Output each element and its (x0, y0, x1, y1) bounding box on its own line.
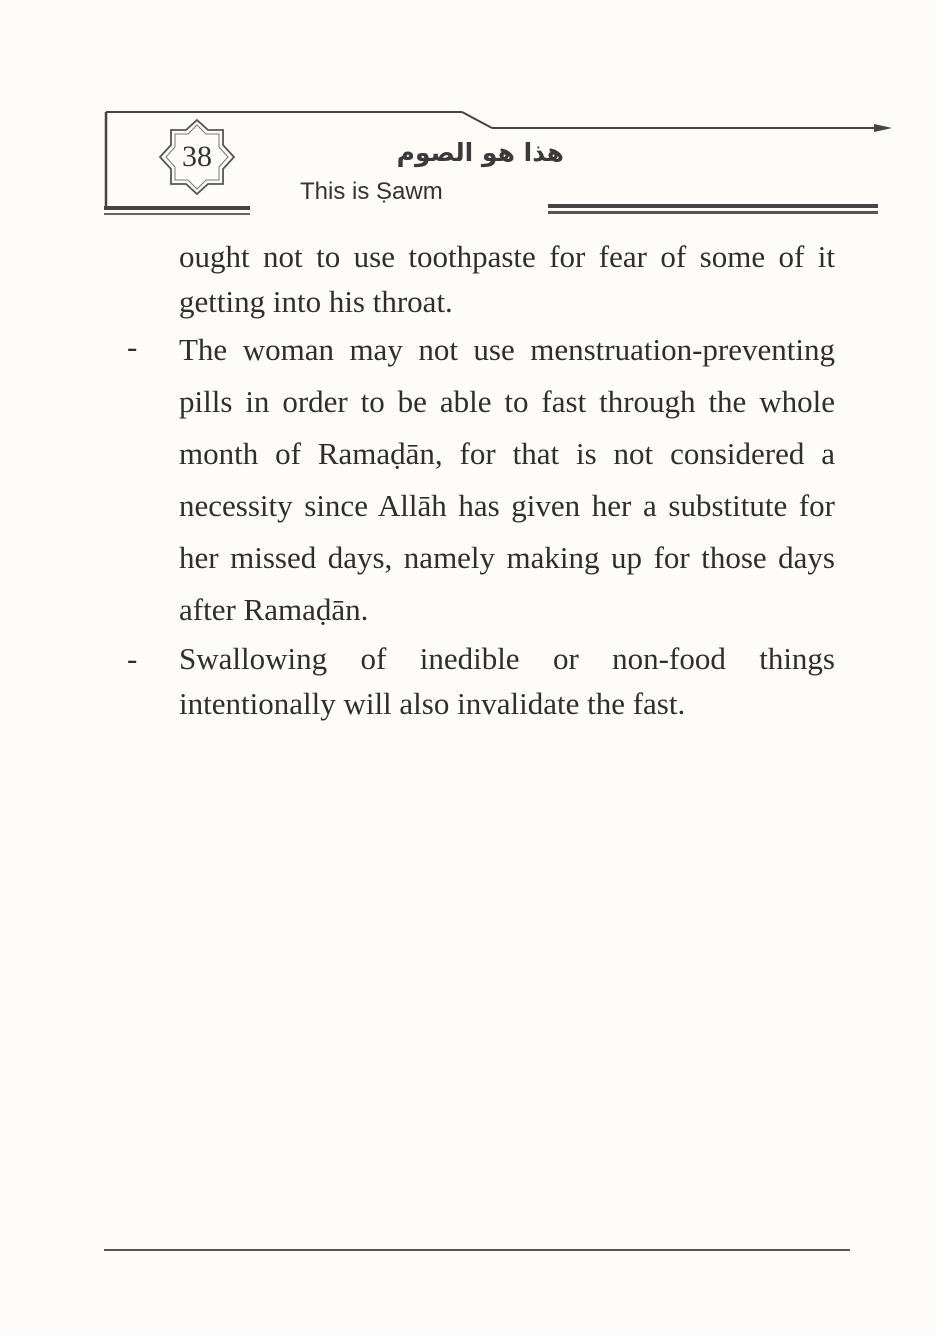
header-title-english: This is Ṣawm (300, 178, 443, 205)
page-body (125, 234, 835, 726)
list-item (125, 636, 835, 726)
page-number: 38 (182, 140, 212, 173)
footer-divider (104, 1249, 850, 1251)
continuation-paragraph: ought not to use toothpaste for fear of some of it getting into his throat. (179, 239, 835, 319)
list-item-text: The woman may not use menstruation-preventing pills in order to be able to fast through the whole month of Ramaḍān, for that is not considered a necessity since Allāh has given her a substitute for her missed days, namely making up for those days after Ramaḍān. (179, 332, 835, 627)
bullet-dash: - (127, 641, 138, 676)
header-title-arabic: هذا هو الصوم (396, 138, 564, 167)
list-item-text: Swallowing of inedible or non-food things intentionally will also invalidate the fast. (179, 641, 835, 721)
list-item (125, 324, 835, 636)
bullet-dash: - (127, 329, 138, 364)
page-header (0, 0, 936, 230)
header-frame (0, 0, 936, 230)
